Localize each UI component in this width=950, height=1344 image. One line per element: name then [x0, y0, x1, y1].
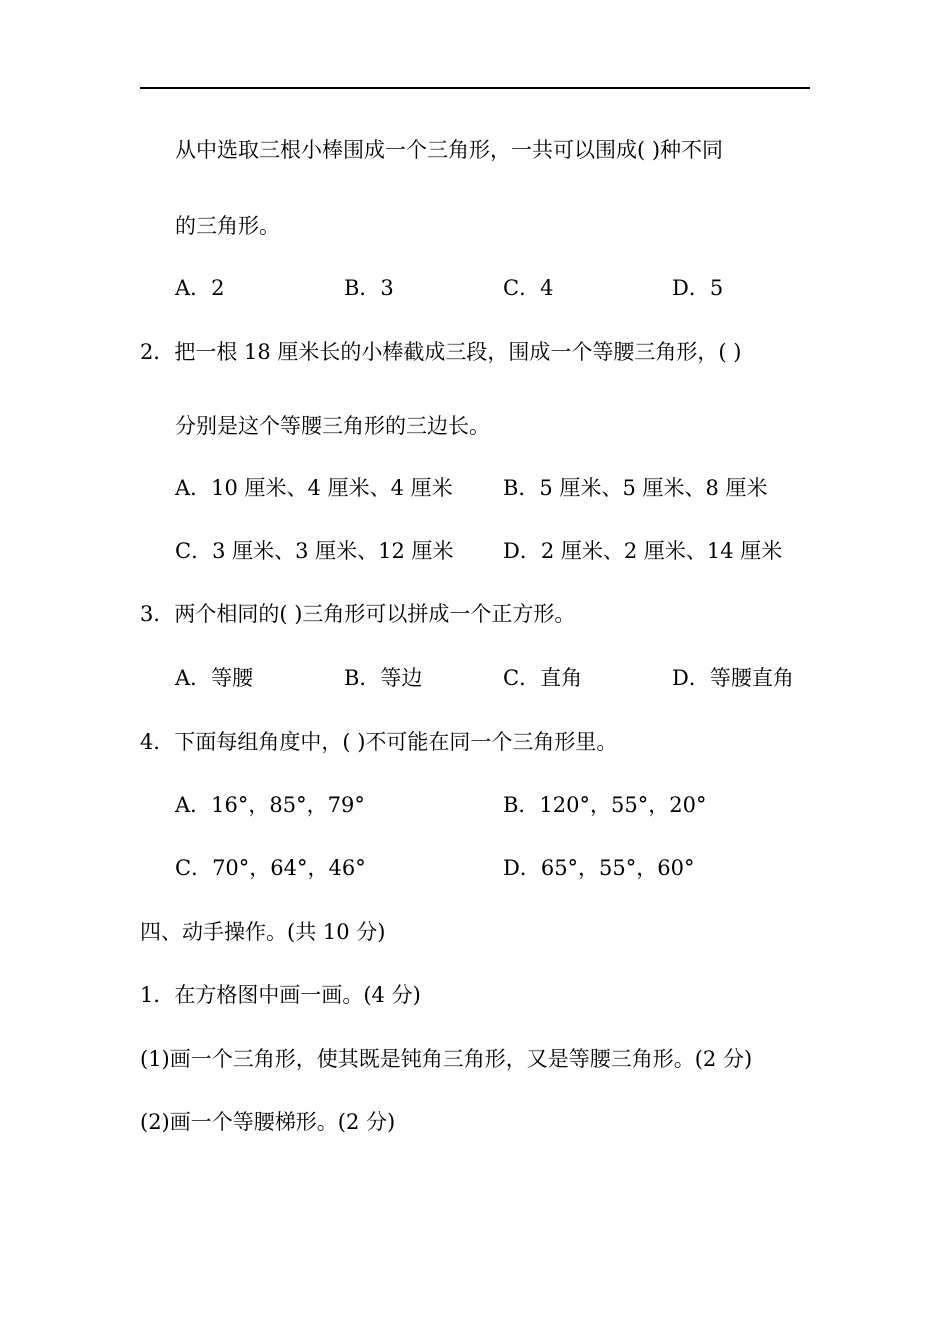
section-heading: 四、动手操作。(共 10 分) [140, 920, 386, 944]
q4-option-c: C．70°，64°，46° [175, 856, 366, 880]
section-subitem-2: (2)画一个等腰梯形。(2 分) [140, 1110, 396, 1134]
q1-text-line2: 的三角形。 [175, 214, 280, 238]
q1-option-b: B．3 [344, 276, 394, 300]
section-subitem-1: (1)画一个三角形，使其既是钝角三角形，又是等腰三角形。(2 分) [140, 1047, 753, 1071]
section-item-1: 1．在方格图中画一画。(4 分) [140, 983, 421, 1007]
q3-option-c: C．直角 [503, 666, 583, 690]
q1-option-d: D．5 [672, 276, 724, 300]
q3-option-b: B．等边 [344, 666, 423, 690]
q4-option-a: A．16°，85°，79° [175, 793, 365, 817]
q1-text-line1: 从中选取三根小棒围成一个三角形，一共可以围成( )种不同 [175, 138, 724, 162]
q2-text-line2: 分别是这个等腰三角形的三边长。 [175, 414, 490, 438]
q2-option-b: B．5 厘米、5 厘米、8 厘米 [503, 476, 768, 500]
q2-option-d: D．2 厘米、2 厘米、14 厘米 [503, 539, 783, 563]
header-rule [140, 87, 810, 89]
q4-text: 4．下面每组角度中，( )不可能在同一个三角形里。 [140, 730, 618, 754]
q3-option-d: D．等腰直角 [672, 666, 794, 690]
q3-option-a: A．等腰 [175, 666, 254, 690]
q2-option-a: A．10 厘米、4 厘米、4 厘米 [175, 476, 453, 500]
q3-text: 3．两个相同的( )三角形可以拼成一个正方形。 [140, 602, 576, 626]
q2-text-line1: 2．把一根 18 厘米长的小棒截成三段，围成一个等腰三角形，( ) [140, 340, 742, 364]
q1-option-c: C．4 [503, 276, 554, 300]
q1-option-a: A．2 [175, 276, 225, 300]
q4-option-d: D．65°，55°，60° [503, 856, 695, 880]
q2-option-c: C．3 厘米、3 厘米、12 厘米 [175, 539, 454, 563]
q4-option-b: B．120°，55°，20° [503, 793, 707, 817]
